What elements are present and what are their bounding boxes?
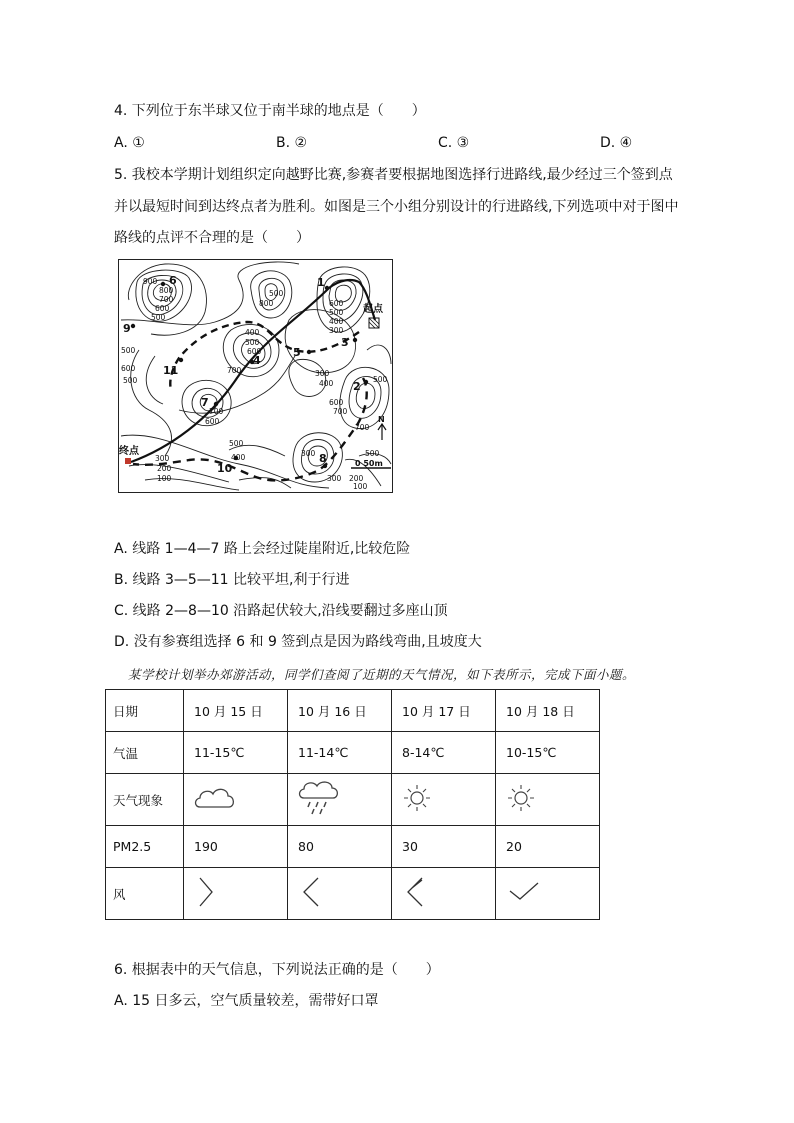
sun-icon [402,783,432,813]
q4-option-b: B. ② [276,135,308,151]
map-point-7: 7 [201,396,209,409]
q4-option-a: A. ① [114,135,145,151]
row-header-temp: 气温 [106,732,184,774]
contour-label: 300 [301,449,316,458]
contour-label: 600 [329,398,344,407]
contour-label: 500 [365,449,380,458]
sun-icon [506,783,536,813]
date-cell: 10 月 18 日 [496,690,600,732]
contour-label: 100 [157,474,172,483]
q4-option-d: D. ④ [600,135,633,151]
contour-label: 500 [229,439,244,448]
question-4-stem: 4. 下列位于东半球又位于南半球的地点是（ ） [114,103,426,119]
map-point-3: 3 [341,336,349,349]
map-point-4: 4 [253,354,261,367]
contour-label: 800 [259,299,274,308]
table-row [106,868,600,920]
contour-label: 700 [159,295,174,304]
contour-map-svg [119,260,392,492]
table-row [106,732,600,774]
contour-label: 600 [247,347,262,356]
contour-label: 100 [353,482,368,491]
temp-cell: 8-14℃ [392,732,496,774]
contour-label: 500 [151,313,166,322]
q5-option-d: D. 没有参赛组选择 6 和 9 签到点是因为路线弯曲,且坡度大 [114,634,482,650]
row-header-wind: 风 [106,868,184,920]
date-cell: 10 月 16 日 [288,690,392,732]
weather-cell [184,774,288,826]
contour-label: 500 [123,376,138,385]
contour-label: 600 [121,364,136,373]
map-point-6: 6 [169,274,177,287]
weather-cell [496,774,600,826]
contour-label: 500 [373,375,388,384]
date-cell: 10 月 15 日 [184,690,288,732]
contour-label: 500 [245,338,260,347]
question-5-stem-line1: 5. 我校本学期计划组织定向越野比赛,参赛者要根据地图选择行进路线,最少经过三个签到点 [114,167,673,183]
contour-label: 300 [155,454,170,463]
contour-map [118,259,393,493]
q6-option-a: A. 15 日多云，空气质量较差，需带好口罩 [114,993,379,1009]
rain-cloud-icon [298,780,342,816]
contour-label: 700 [227,366,242,375]
contour-label: 400 [245,328,260,337]
north-arrow-icon [378,424,386,440]
contour-label: 400 [329,317,344,326]
weather-table [105,689,600,920]
question-6-stem: 6. 根据表中的天气信息，下列说法正确的是（ ） [114,962,440,978]
q5-option-c: C. 线路 2—8—10 沿路起伏较大,沿线要翻过多座山顶 [114,603,448,619]
map-end-label: 终点 [119,446,139,457]
map-point-8: 8 [319,452,327,465]
pm25-cell: 190 [184,826,288,868]
row-header-weather: 天气现象 [106,774,184,826]
wind-cell [496,868,600,920]
map-point-9: 9 [123,322,131,335]
contour-label: 300 [315,369,330,378]
q5-option-b: B. 线路 3—5—11 比较平坦,利于行进 [114,572,350,588]
weather-cell [392,774,496,826]
map-north-label: N [378,415,385,424]
weather-cell [288,774,392,826]
wind-barb-1-icon [194,874,224,910]
contour-label: 200 [157,464,172,473]
contour-label: 600 [329,299,344,308]
map-scale-label: 0 50m [355,459,383,468]
q5-option-a: A. 线路 1—4—7 路上会经过陡崖附近,比较危险 [114,541,411,557]
wind-barb-2-icon [298,874,328,910]
row-header-date: 日期 [106,690,184,732]
weather-intro: 某学校计划举办郊游活动，同学们查阅了近期的天气情况，如下表所示，完成下面小题。 [128,667,636,682]
question-5-stem-line3: 路线的点评不合理的是（ ） [114,230,310,246]
contour-label: 600 [155,304,170,313]
wind-cell [392,868,496,920]
q4-option-c: C. ③ [438,135,470,151]
map-point-2: 2 [353,380,361,393]
wind-cell [184,868,288,920]
end-marker [125,458,131,464]
contour-label: 600 [205,417,220,426]
pm25-cell: 30 [392,826,496,868]
contour-label: 700 [209,407,224,416]
date-cell: 10 月 17 日 [392,690,496,732]
temp-cell: 11-15℃ [184,732,288,774]
contour-label: 900 [143,277,158,286]
question-5-stem-line2: 并以最短时间到达终点者为胜利。如图是三个小组分别设计的行进路线,下列选项中对于图中 [114,199,679,215]
wind-cell [288,868,392,920]
map-point-10: 10 [217,462,233,475]
contour-label: 500 [329,308,344,317]
map-start-label: 起点 [363,304,383,315]
map-point-5: 5 [293,346,301,359]
row-header-pm25: PM2.5 [106,826,184,868]
contour-label: 400 [231,453,246,462]
contour-label: 500 [121,346,136,355]
pm25-cell: 80 [288,826,392,868]
contour-label: 300 [327,474,342,483]
wind-barb-calm-icon [506,877,542,907]
contour-label: 700 [355,423,370,432]
contour-label: 700 [333,407,348,416]
contour-label: 300 [329,326,344,335]
contour-label: 500 [269,289,284,298]
table-row [106,826,600,868]
wind-barb-3-icon [402,874,432,910]
contour-label: 400 [319,379,334,388]
cloudy-icon [194,783,238,813]
map-point-11: 11 [163,364,179,377]
temp-cell: 10-15℃ [496,732,600,774]
table-row [106,774,600,826]
temp-cell: 11-14℃ [288,732,392,774]
map-point-1: 1 [317,276,325,289]
contour-label: 800 [159,286,174,295]
pm25-cell: 20 [496,826,600,868]
table-row [106,690,600,732]
contour-label: 200 [349,474,364,483]
